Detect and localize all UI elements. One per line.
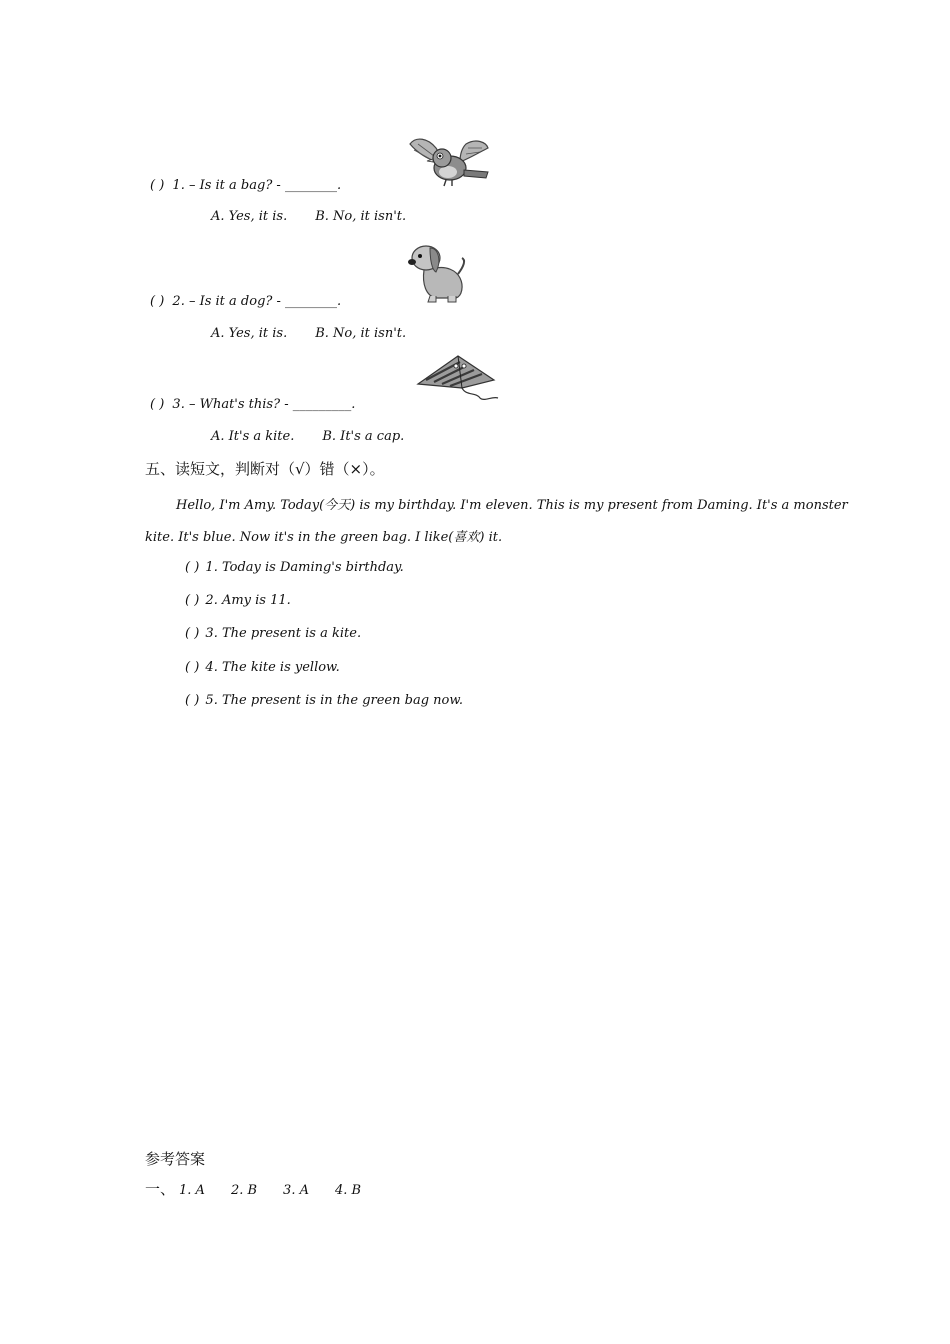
answers-heading: 参考答案 bbox=[145, 1150, 206, 1168]
question-text: 2. – Is it a dog? - ________. bbox=[172, 294, 342, 309]
answer-paren[interactable]: ( ) bbox=[185, 593, 200, 608]
statement-text: 2. Amy is 11. bbox=[205, 593, 291, 608]
statement-row bbox=[185, 560, 404, 575]
option-b: B. It's a cap. bbox=[322, 429, 405, 444]
answer-paren[interactable]: ( ) bbox=[185, 693, 200, 708]
passage-line: Hello, I'm Amy. Today(今天) is my birthday. I'm eleven. This is my present from Daming. It's a monster bbox=[176, 498, 848, 513]
answer-paren[interactable]: ( ) bbox=[150, 294, 165, 309]
answer-item: 3. A bbox=[283, 1183, 309, 1198]
statement-text: 3. The present is a kite. bbox=[205, 626, 362, 641]
answer-paren[interactable]: ( ) bbox=[150, 397, 165, 412]
answer-paren[interactable]: ( ) bbox=[185, 626, 200, 641]
option-a: A. It's a kite. bbox=[211, 429, 295, 444]
question-text: 3. – What's this? - _________. bbox=[172, 397, 356, 412]
option-a: A. Yes, it is. bbox=[211, 209, 288, 224]
option-b: B. No, it isn't. bbox=[315, 209, 407, 224]
statement-row bbox=[185, 660, 340, 675]
answer-item: 1. A bbox=[179, 1183, 205, 1198]
section-heading: 五、读短文，判断对（√）错（×）。 bbox=[145, 460, 385, 478]
bird-icon bbox=[406, 134, 492, 188]
answer-item: 4. B bbox=[334, 1183, 362, 1198]
answers-prefix: 一、 bbox=[145, 1180, 176, 1198]
statement-row bbox=[185, 693, 463, 708]
option-a: A. Yes, it is. bbox=[211, 326, 288, 341]
statement-text: 4. The kite is yellow. bbox=[205, 660, 340, 675]
answer-paren[interactable]: ( ) bbox=[150, 178, 165, 193]
answer-item: 2. B bbox=[230, 1183, 258, 1198]
answer-paren[interactable]: ( ) bbox=[185, 660, 200, 675]
answers-row bbox=[145, 1178, 361, 1199]
dog-icon bbox=[406, 240, 468, 304]
question-text: 1. – Is it a bag? - ________. bbox=[172, 178, 342, 193]
passage-line: kite. It's blue. Now it's in the green bag. I like(喜欢) it. bbox=[145, 530, 503, 545]
statement-row bbox=[185, 626, 361, 641]
kite-icon bbox=[416, 352, 500, 402]
option-b: B. No, it isn't. bbox=[315, 326, 407, 341]
answer-paren[interactable]: ( ) bbox=[185, 560, 200, 575]
statement-text: 1. Today is Daming's birthday. bbox=[205, 560, 404, 575]
statement-text: 5. The present is in the green bag now. bbox=[205, 693, 464, 708]
statement-row bbox=[185, 593, 291, 608]
